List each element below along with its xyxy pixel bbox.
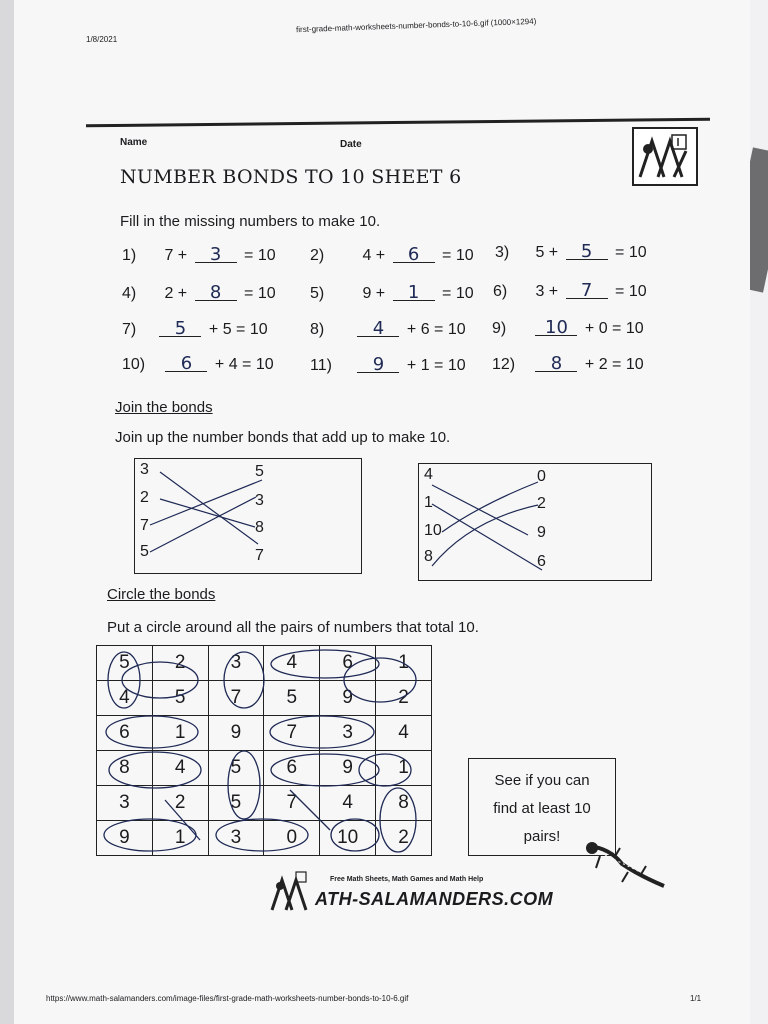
challenge-line: pairs! (523, 828, 561, 845)
problem-pre: 2 + (164, 285, 188, 302)
join-right-number: 0 (537, 468, 546, 485)
grid-cell[interactable]: 6 (320, 646, 376, 681)
join-right-number: 8 (255, 519, 264, 536)
fill-instruction: Fill in the missing numbers to make 10. (120, 213, 381, 230)
problem-number: 4) (122, 285, 137, 302)
salamander-icon (586, 842, 664, 886)
problem-post: = 10 (244, 285, 276, 302)
answer-field[interactable]: 10 (535, 321, 577, 336)
answer-field[interactable]: 6 (393, 248, 435, 263)
join-lines-box2 (432, 482, 542, 570)
footer-logo-text[interactable]: ATH-SALAMANDERS.COM (315, 889, 554, 909)
join-lines-box1 (150, 472, 262, 552)
join-left-number: 2 (140, 489, 149, 506)
answer-field[interactable]: 6 (165, 357, 207, 372)
grid-cell[interactable]: 5 (208, 786, 264, 821)
answer-field[interactable]: 1 (393, 286, 435, 301)
grid-cell[interactable]: 4 (152, 751, 208, 786)
grid-circles (104, 650, 416, 852)
grid-cell[interactable]: 6 (97, 716, 153, 751)
footer-page-number: 1/1 (690, 994, 702, 1003)
worksheet-title: NUMBER BONDS TO 10 SHEET 6 (120, 166, 462, 188)
problem-number: 2) (310, 247, 325, 264)
grid-cell[interactable]: 8 (376, 786, 432, 821)
answer-field[interactable]: 9 (357, 358, 399, 373)
grid-cell[interactable]: 8 (97, 751, 153, 786)
join-left-number: 5 (140, 543, 149, 560)
problem-pre: 9 + (362, 285, 386, 302)
grid-cell[interactable]: 4 (264, 646, 320, 681)
answer-field[interactable]: 8 (535, 357, 577, 372)
problem-number: 8) (310, 321, 325, 338)
grid-cell[interactable]: 5 (152, 681, 208, 716)
grid-cell[interactable]: 2 (152, 646, 208, 681)
grid-cell[interactable]: 5 (264, 681, 320, 716)
print-date: 1/8/2021 (86, 35, 118, 44)
grid-cell[interactable]: 2 (376, 821, 432, 856)
problem-post: = 10 (442, 247, 474, 264)
problem-post: = 10 (615, 283, 647, 300)
answer-field[interactable]: 4 (357, 322, 399, 337)
join-bonds-title: Join the bonds (115, 399, 213, 416)
join-left-number: 8 (424, 548, 433, 565)
grid-cell[interactable]: 1 (152, 716, 208, 751)
footer-logo-tagline: Free Math Sheets, Math Games and Math Help (330, 876, 484, 883)
problem-number: 6) (493, 283, 508, 300)
grid-cell[interactable]: 2 (376, 681, 432, 716)
join-left-number: 10 (424, 522, 442, 539)
footer-logo-icon (272, 872, 306, 910)
grid-cell[interactable]: 7 (264, 716, 320, 751)
problem-post: + 6 = 10 (406, 321, 466, 338)
grid-cell[interactable]: 5 (97, 646, 153, 681)
grid-cell[interactable]: 3 (208, 646, 264, 681)
problem-pre: 5 + (535, 244, 559, 261)
problem-pre: 4 + (362, 247, 386, 264)
join-right-number: 3 (255, 492, 264, 509)
join-right-number: 5 (255, 463, 264, 480)
join-left-number: 3 (140, 461, 149, 478)
grid-cell[interactable]: 1 (376, 751, 432, 786)
circle-bonds-title: Circle the bonds (107, 586, 216, 603)
problem-post: = 10 (442, 285, 474, 302)
grid-cell[interactable]: 4 (97, 681, 153, 716)
answer-field[interactable]: 8 (195, 286, 237, 301)
problem-post: = 10 (615, 244, 647, 261)
problem-pre: 7 + (164, 247, 188, 264)
grid-cell[interactable]: 4 (320, 786, 376, 821)
join-right-number: 6 (537, 553, 546, 570)
challenge-line: See if you can (494, 772, 590, 789)
grid-cell[interactable]: 9 (208, 716, 264, 751)
date-label: Date (340, 139, 362, 150)
problem-post: + 4 = 10 (214, 356, 274, 373)
print-filename: first-grade-math-worksheets-number-bonds-to-10-6.gif (1000×1294) (295, 16, 537, 35)
join-left-number: 1 (424, 494, 433, 511)
problem-number: 10) (122, 356, 146, 373)
grid-cell[interactable]: 9 (320, 751, 376, 786)
grid-cell[interactable]: 9 (320, 681, 376, 716)
grid-cell[interactable]: 7 (264, 786, 320, 821)
problem-number: 5) (310, 285, 325, 302)
problem-post: + 2 = 10 (584, 356, 644, 373)
problem-post: = 10 (244, 247, 276, 264)
name-label: Name (120, 137, 148, 148)
grid-cell[interactable]: 10 (320, 821, 376, 856)
grid-cell[interactable]: 3 (97, 786, 153, 821)
challenge-line: find at least 10 (493, 800, 591, 817)
answer-field[interactable]: 7 (566, 284, 608, 299)
join-right-number: 7 (255, 547, 264, 564)
grid-cell[interactable]: 2 (152, 786, 208, 821)
grid-cell[interactable]: 1 (152, 821, 208, 856)
grid-cell[interactable]: 3 (320, 716, 376, 751)
grid-cell[interactable]: 5 (208, 751, 264, 786)
grid-cell[interactable]: 6 (264, 751, 320, 786)
problem-number: 9) (492, 320, 507, 337)
problem-number: 12) (492, 356, 516, 373)
answer-field[interactable]: 5 (159, 322, 201, 337)
problem-post: + 5 = 10 (208, 321, 268, 338)
grid-cell[interactable]: 0 (264, 821, 320, 856)
grid-cell[interactable]: 9 (97, 821, 153, 856)
join-left-number: 7 (140, 517, 149, 534)
answer-field[interactable]: 5 (566, 245, 608, 260)
problem-number: 7) (122, 321, 137, 338)
problem-post: + 1 = 10 (406, 357, 466, 374)
grid-cell[interactable]: 4 (376, 716, 432, 751)
circle-bonds-instruction: Put a circle around all the pairs of numbers that total 10. (107, 619, 479, 636)
grid-cell[interactable]: 7 (208, 681, 264, 716)
problem-post: + 0 = 10 (584, 320, 644, 337)
problem-number: 11) (310, 357, 332, 374)
join-right-number: 9 (537, 524, 546, 541)
problem-pre: 3 + (535, 283, 559, 300)
join-left-number: 4 (424, 466, 433, 483)
problem-number: 3) (495, 244, 510, 261)
join-bonds-instruction: Join up the number bonds that add up to make 10. (115, 429, 451, 446)
problem-number: 1) (122, 247, 137, 264)
footer-url[interactable]: https://www.math-salamanders.com/image-files/first-grade-math-worksheets-number-bonds-to-10-6.gif (46, 994, 409, 1003)
answer-field[interactable]: 3 (195, 248, 237, 263)
join-right-number: 2 (537, 495, 546, 512)
grid-cell[interactable]: 1 (376, 646, 432, 681)
grid-cell[interactable]: 3 (208, 821, 264, 856)
